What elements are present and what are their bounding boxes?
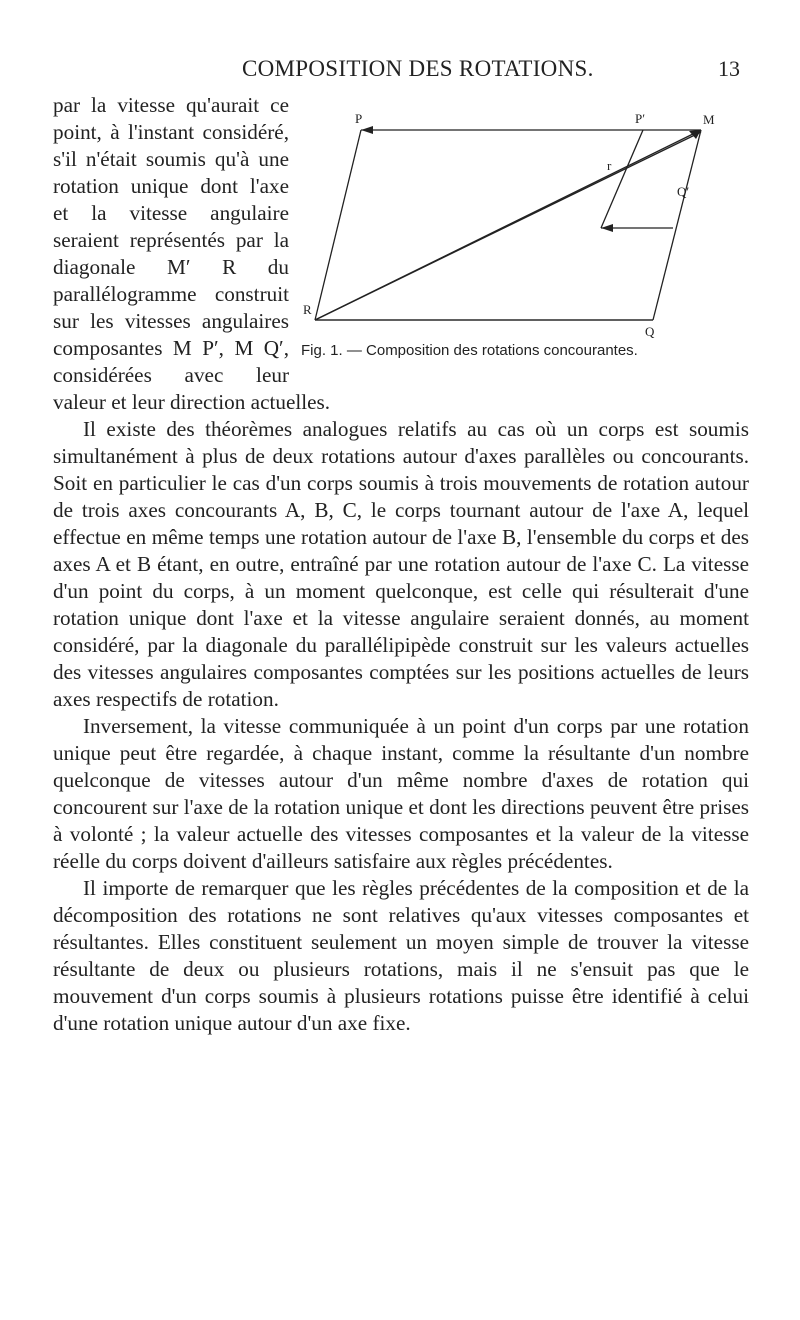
running-title: COMPOSITION DES ROTATIONS.: [242, 56, 594, 81]
parallelogram-diagram: [303, 110, 743, 340]
label-m: M: [703, 112, 715, 127]
diagonal-double: [315, 132, 701, 320]
figure-caption: Fig. 1. — Composition des rotations concourantes.: [301, 342, 638, 359]
label-r: R: [303, 302, 312, 317]
label-r-small: r: [607, 158, 612, 173]
paragraph-4: Il importe de remarquer que les règles précédentes de la composition et de la décomposition des rotations ne sont relatives qu'aux vitesses composantes et résultantes. Elles constituent seulement un moyen simple de trouver la vitesse résultante de deux ou plusieurs rotations, mais il ne s'ensuit pas que le mouvement d'un corps soumis à plusieurs rotations puisse être identifié à celui d'une rotation unique autour d'un axe fixe.: [53, 876, 749, 1035]
page-number: 13: [718, 56, 740, 81]
label-q-prime: Q′: [677, 184, 690, 199]
inner-edge-p-prime: [601, 130, 643, 228]
running-header: [0, 56, 800, 86]
paragraph-1: par la vitesse qu'aurait ce point, à l'instant considéré, s'il n'était soumis qu'à une rotation unique dont l'axe et la vitesse angulaire seraient représentés par la diagonale M′ R du parallélogramme construit sur les vitesses angulaires composantes M P′, M Q′, considérées avec leur valeur et leur direction actuelles.: [53, 93, 331, 414]
edge-right: [653, 130, 701, 320]
paragraph-2: Il existe des théorèmes analogues relatifs au cas où un corps est soumis simultanément à plus de deux rotations autour d'axes parallèles ou concourants. Soit en particulier le cas d'un corps soumis à trois mouvements de rotation autour de trois axes concourants A, B, C, le corps tournant autour de l'axe A, lequel effectue en même temps une rotation autour de l'axe B, l'ensemble du corps et des axes A et B étant, en outre, entraîné par une rotation autour de l'axe C. La vitesse d'un point du corps, à un moment quelconque, est celle qui résulterait d'une rotation unique dont l'axe et la vitesse angulaire seraient donnés, au moment considéré, par la diagonale du parallélipipède construit sur les valeurs actuelles des vitesses angulaires composantes comptées sur les positions actuelles de leurs axes respectifs de rotation.: [53, 417, 749, 711]
label-p-prime: P′: [635, 111, 646, 126]
label-q: Q: [645, 324, 655, 339]
figure-1: [295, 92, 749, 380]
arrowhead-p: [361, 126, 373, 134]
body-text: [53, 92, 749, 1037]
label-p: P: [355, 111, 363, 126]
edge-left: [315, 130, 361, 320]
paragraph-3: Inversement, la vitesse communiquée à un point d'un corps par une rotation unique peut être regardée, à chaque instant, comme la résultante d'un nombre quelconque de vitesses autour d'un même nombre d'axes de rotation qui concourent sur l'axe de la rotation unique et dont les directions peuvent être prises à volonté ; la valeur actuelle des vitesses composantes et la valeur de la vitesse réelle du corps doivent d'ailleurs satisfaire aux règles précédentes.: [53, 714, 749, 873]
